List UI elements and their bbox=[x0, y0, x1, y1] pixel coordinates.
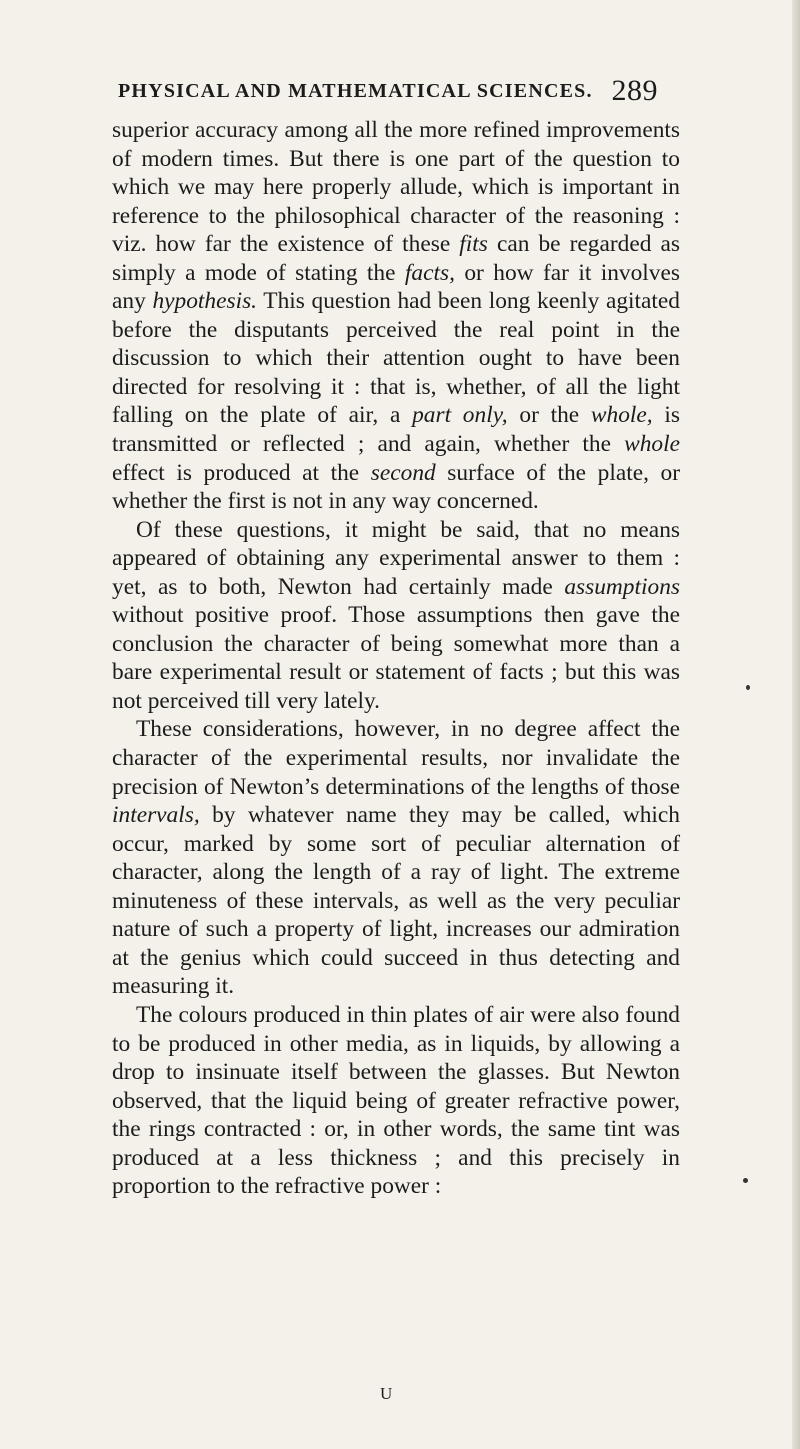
text-run: can be regarded as simply a mode of stating the bbox=[112, 231, 680, 286]
italic-text: facts, bbox=[404, 259, 455, 286]
text-run: or how far it involves any bbox=[112, 259, 680, 315]
italic-text: assumptions bbox=[564, 573, 680, 600]
paragraph bbox=[112, 1001, 680, 1201]
signature-mark: U bbox=[380, 1384, 394, 1403]
italic-text: intervals, bbox=[112, 802, 200, 829]
running-head: PHYSICAL AND MATHEMATICAL SCIENCES. bbox=[118, 80, 593, 102]
page-number: 289 bbox=[611, 74, 658, 107]
text-run: or the bbox=[507, 402, 591, 429]
paragraph bbox=[112, 116, 680, 516]
text-run: These considerations, however, in no degree affect the character of the experimental results, nor invalidate the precision of Newton’s determinations of the lengths of those bbox=[112, 716, 680, 800]
text-run: by whatever name they may be called, which occur, marked by some sort of peculiar alternation of character, along the length of a ray of light. The extreme minuteness of these intervals, as well as the very peculiar nature of such a property of light, increases our admiration at the genius which could succeed in thus detecting and measuring it. bbox=[112, 802, 680, 1000]
text-run: surface of the plate, or whether the first is not in any way concerned. bbox=[112, 459, 680, 515]
italic-text: whole bbox=[624, 431, 680, 458]
text-run: Of these questions, it might be said, that no means appeared of obtaining any experimental answer to them : yet, as to both, Newton had certainly made bbox=[112, 516, 680, 600]
text-run: This question had been long keenly agitated before the disputants perceived the real point in the discussion to which their attention ought to have been directed for resolving it : that is, whether, of all the light falling on the plate of air, a bbox=[112, 288, 680, 429]
italic-text: part only, bbox=[412, 402, 508, 429]
page-edge bbox=[792, 0, 800, 1449]
text-run: superior accuracy among all the more refined improvements of modern times. But there is one part of the question to which we may here properly allude, which is important in reference to the philosophical character of the reasoning : viz. how far the existence of these bbox=[112, 117, 680, 258]
italic-text: whole, bbox=[590, 402, 653, 429]
paragraph bbox=[112, 715, 680, 1000]
ink-speck bbox=[743, 1178, 748, 1183]
ink-speck bbox=[746, 685, 750, 690]
text-run: without positive proof. Those assumptions then gave the conclusion the character of being somewhat more than a bare experimental result or statement of facts ; but this was not perceived till very lately. bbox=[112, 602, 680, 714]
text-run: is transmitted or reflected ; and again, whether the bbox=[112, 402, 680, 458]
paragraph bbox=[112, 516, 680, 716]
page-header bbox=[118, 74, 658, 110]
italic-text: hypothesis. bbox=[152, 288, 258, 315]
italic-text: fits bbox=[459, 231, 488, 258]
italic-text: second bbox=[370, 459, 436, 486]
text-run: effect is produced at the bbox=[112, 459, 371, 486]
text-run: The colours produced in thin plates of air were also found to be produced in other media, as in liquids, by allowing a drop to insinuate itself between the glasses. But Newton observed, that the liquid being of greater refractive power, the rings contracted : or, in other words, the same tint was produced at a less thickness ; and this precisely in proportion to the refractive power : bbox=[112, 1001, 680, 1200]
body-text bbox=[112, 116, 680, 1201]
